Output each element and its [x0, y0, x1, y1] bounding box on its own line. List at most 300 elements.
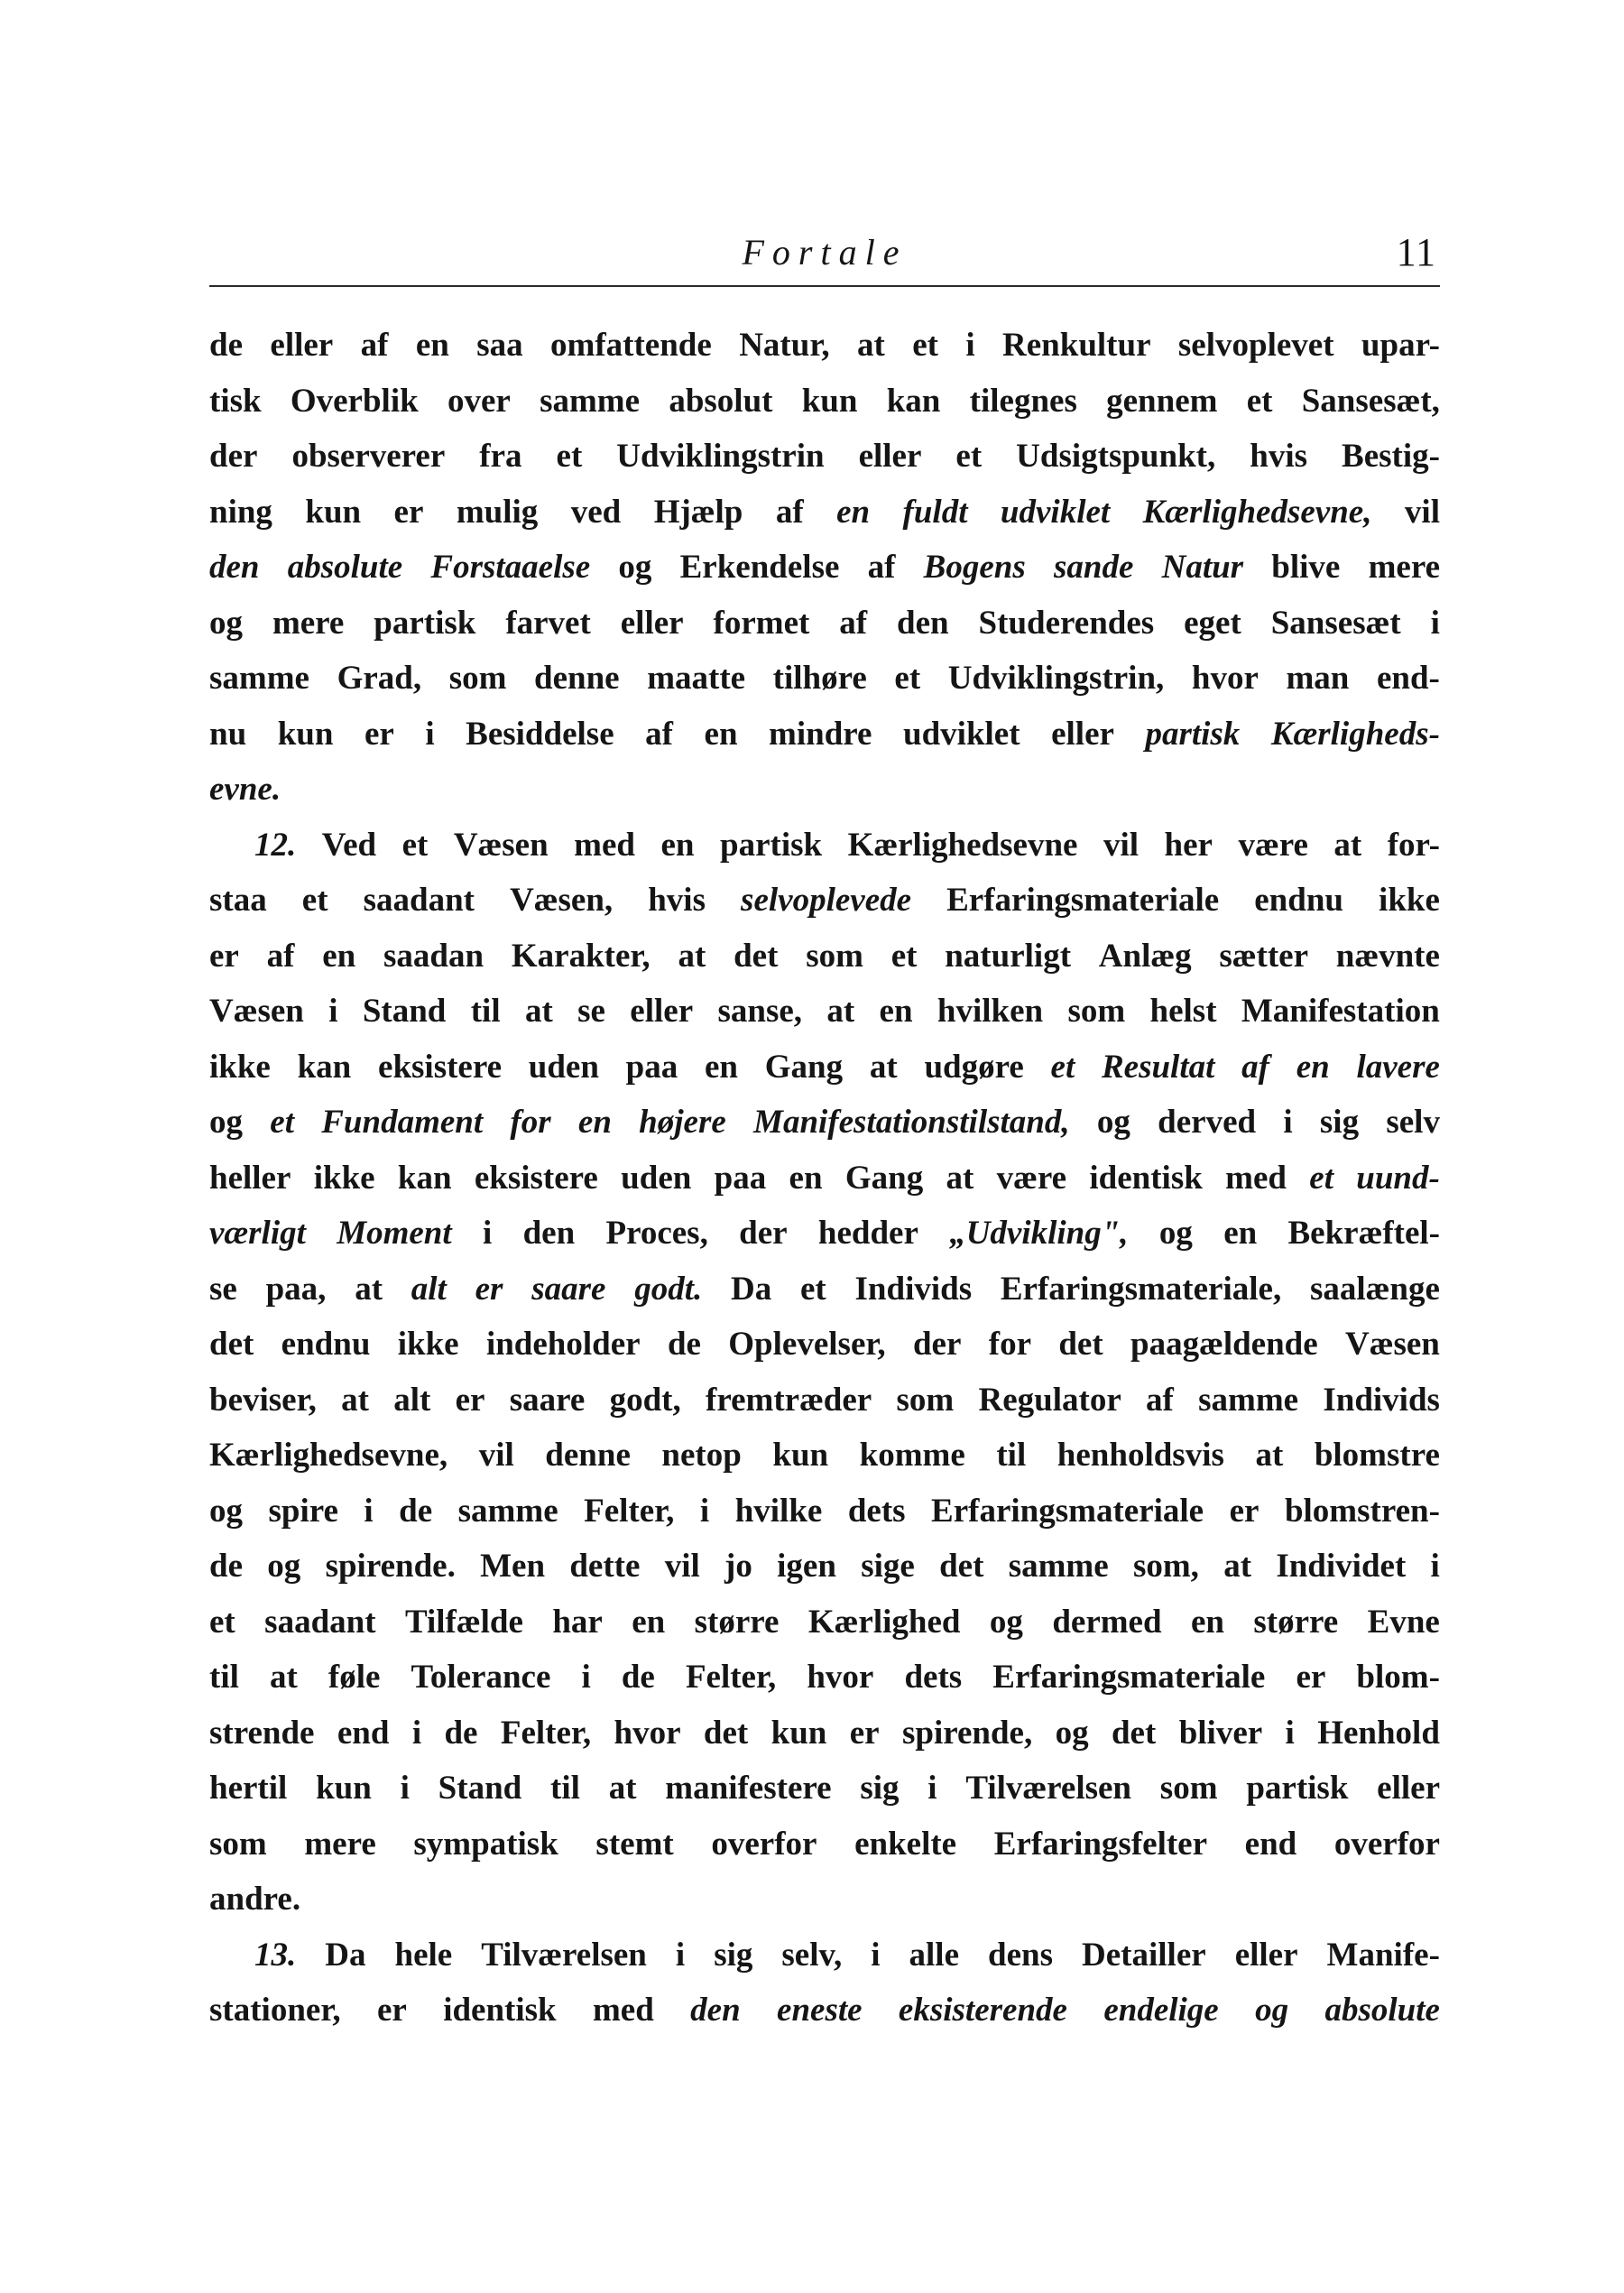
word: alle [909, 1936, 960, 1974]
word: en [660, 826, 695, 864]
word: Manife- [1326, 1936, 1440, 1974]
word: udgøre [924, 1048, 1024, 1086]
word: kun [770, 1714, 827, 1752]
word: sig [714, 1936, 753, 1974]
word: Erfaringsmateriale [931, 1492, 1204, 1530]
italic-word: Resultat [1101, 1048, 1215, 1086]
word: eller [1051, 715, 1114, 753]
word: samme [540, 382, 641, 420]
word: sanse, [717, 993, 803, 1030]
word: i [1283, 1104, 1293, 1141]
word: farvet [505, 604, 591, 642]
word: kun [316, 1770, 372, 1807]
word: er [393, 493, 424, 531]
word: et [401, 826, 429, 864]
word: i [482, 1215, 493, 1252]
text-line [209, 651, 1440, 707]
text-line [209, 762, 1440, 818]
text-line [209, 1428, 1440, 1484]
word: derved [1158, 1104, 1257, 1141]
word: til [996, 1437, 1027, 1474]
word: end [337, 1714, 390, 1752]
word: endnu [1254, 882, 1343, 919]
italic-word: er [475, 1270, 503, 1308]
word: samme [1008, 1548, 1109, 1585]
word: spirende, [901, 1714, 1033, 1752]
word: Natur, [739, 327, 830, 364]
word: dens [988, 1936, 1054, 1974]
word: Individet [1276, 1548, 1407, 1585]
text-line [209, 1262, 1440, 1318]
italic-word: fuldt [902, 493, 968, 531]
word: Felter, [685, 1659, 777, 1696]
italic-word: af [1241, 1048, 1269, 1086]
word: det [734, 937, 779, 975]
word: et [890, 937, 918, 975]
word: i [400, 1770, 410, 1807]
word: nu [209, 715, 247, 753]
word: Gang [844, 1159, 924, 1197]
word: at [608, 1770, 637, 1807]
word: at [1255, 1437, 1284, 1474]
word: jo [724, 1548, 752, 1585]
word: eller [1377, 1770, 1440, 1807]
text-line [209, 596, 1440, 652]
word: enkelte [854, 1825, 957, 1863]
word: observerer [291, 438, 446, 475]
word: Proces, [605, 1215, 708, 1252]
word: i [927, 1770, 937, 1807]
word: Udsigtspunkt, [1016, 438, 1216, 475]
word: paa, [265, 1270, 327, 1308]
word: se [577, 993, 605, 1030]
word: andre. [209, 1881, 301, 1918]
word: over [447, 382, 511, 420]
word: Besiddelse [466, 715, 614, 753]
word: er [455, 1381, 485, 1419]
word: og [1158, 1215, 1193, 1252]
word: ning [209, 493, 272, 531]
word: det [939, 1548, 984, 1585]
word: upar- [1361, 327, 1440, 364]
word: partisk [1246, 1770, 1349, 1807]
word: Hjælp [653, 493, 743, 531]
word: eller [858, 438, 922, 475]
word: som [896, 1381, 955, 1419]
italic-word: absolute [1324, 1992, 1440, 2029]
word: og [618, 549, 652, 586]
italic-word: den [209, 549, 260, 586]
word: en [415, 327, 449, 364]
text-line [209, 318, 1440, 374]
word: af [775, 493, 804, 531]
word: hvis [648, 882, 706, 919]
word: hvilke [734, 1492, 823, 1530]
text-line [209, 929, 1440, 985]
word: de [209, 1548, 243, 1585]
word: er [849, 1714, 880, 1752]
italic-word: Forstaaelse [430, 549, 591, 586]
text-line [209, 485, 1440, 541]
word: et [894, 660, 921, 697]
body-text [209, 318, 1440, 2039]
word: det [209, 1326, 254, 1363]
word: ikke [209, 1048, 271, 1086]
word: de [621, 1659, 655, 1696]
word: godt, [609, 1381, 681, 1419]
word: af [360, 327, 389, 364]
word: saa [476, 327, 523, 364]
text-line [209, 1539, 1440, 1595]
word: at [946, 1159, 974, 1197]
italic-word: en [577, 1104, 612, 1141]
word: føle [328, 1659, 381, 1696]
text-line [209, 429, 1440, 485]
word: større [1253, 1603, 1339, 1641]
text-line [209, 1872, 1440, 1928]
text-line [209, 1595, 1440, 1650]
word: den [522, 1215, 576, 1252]
text-line [209, 1151, 1440, 1207]
word: indeholder [485, 1326, 641, 1363]
word: et [912, 327, 938, 364]
word: Oplevelser, [728, 1326, 886, 1363]
word: til [209, 1659, 239, 1696]
word: er [1296, 1659, 1326, 1696]
word: omfattende [550, 327, 712, 364]
word: spirende. [325, 1548, 456, 1585]
word: kan [886, 382, 941, 420]
word: i [328, 993, 338, 1030]
word: Ved [321, 826, 377, 864]
word: med [1225, 1159, 1287, 1197]
word: af [839, 604, 868, 642]
text-line [209, 540, 1440, 596]
word: som, [1132, 1548, 1199, 1585]
word: og [209, 1492, 243, 1530]
word: de [667, 1326, 701, 1363]
word: sig [860, 1770, 900, 1807]
italic-word: for [510, 1104, 551, 1141]
word: nævnte [1335, 937, 1440, 975]
word: alt [393, 1381, 431, 1419]
word: Felter, [584, 1492, 675, 1530]
word: Stand [438, 1770, 522, 1807]
word: kun [772, 1437, 829, 1474]
italic-word: Manifestationstilstand, [753, 1104, 1070, 1141]
word: hedder [817, 1215, 918, 1252]
word: et [800, 1270, 826, 1308]
word: partisk [720, 826, 823, 864]
word: et [955, 438, 983, 475]
word: dermed [1052, 1603, 1162, 1641]
italic-word: selvoplevede [741, 882, 912, 919]
word: overfor [1333, 1825, 1440, 1863]
word: Væsen [1345, 1326, 1440, 1363]
italic-word: endelige [1103, 1992, 1219, 2029]
italic-word: alt [411, 1270, 447, 1308]
italic-word: Moment [337, 1215, 452, 1252]
word: Udviklingstrin [616, 438, 825, 475]
word: bliver [1178, 1714, 1263, 1752]
word: Erfaringsfelter [993, 1825, 1208, 1863]
word: gennem [1106, 382, 1218, 420]
word: at [341, 1381, 369, 1419]
word: et [209, 1603, 235, 1641]
word: for- [1387, 826, 1440, 864]
word: tisk [209, 382, 262, 420]
word: at [269, 1659, 298, 1696]
word: dets [904, 1659, 963, 1696]
word: Individs [1323, 1381, 1440, 1419]
text-line [209, 1650, 1440, 1706]
italic-word: Kærlighedsevne, [1142, 493, 1372, 531]
italic-word: et [1050, 1048, 1075, 1086]
word: hvilken [937, 993, 1044, 1030]
word: Erfaringsmateriale [946, 882, 1220, 919]
word: mulig [456, 493, 539, 531]
italic-word: et [270, 1104, 294, 1141]
word: og [1096, 1104, 1130, 1141]
word: der [209, 438, 258, 475]
italic-word: Kærligheds- [1270, 715, 1440, 753]
word: ikke [1379, 882, 1440, 919]
word: saadan [383, 937, 484, 975]
word: der [912, 1326, 962, 1363]
word: dets [847, 1492, 906, 1530]
word: kun [801, 382, 858, 420]
word: et [556, 438, 583, 475]
word: sige [861, 1548, 915, 1585]
word: stemt [595, 1825, 674, 1863]
word: mindre [769, 715, 872, 753]
word: Væsen [453, 826, 549, 864]
word: identisk [443, 1992, 557, 2029]
word: ikke [397, 1326, 459, 1363]
word: vil [1103, 826, 1140, 864]
word: det [703, 1714, 749, 1752]
word: at [678, 937, 706, 975]
word: i [1430, 1548, 1440, 1585]
word: denne [545, 1437, 631, 1474]
word: dette [569, 1548, 641, 1585]
word: i [871, 1936, 881, 1974]
word: en [1190, 1603, 1224, 1641]
word: paa [714, 1159, 767, 1197]
word: formet [713, 604, 810, 642]
word: at [869, 1048, 898, 1086]
word: i [411, 1714, 422, 1752]
word: og [209, 604, 243, 642]
word: i [581, 1659, 591, 1696]
word: det [1058, 1326, 1103, 1363]
word: selvoplevet [1177, 327, 1334, 364]
word: saare [509, 1381, 586, 1419]
text-line [209, 1095, 1440, 1151]
italic-word: Bogens [923, 549, 1026, 586]
word: og [209, 1104, 243, 1141]
word: manifestere [665, 1770, 832, 1807]
word: Kærlighedsevne [847, 826, 1078, 864]
word: Gang [764, 1048, 844, 1086]
text-line [209, 818, 1440, 874]
word: Karakter, [511, 937, 651, 975]
word: Felter, [500, 1714, 592, 1752]
word: en [705, 1048, 738, 1086]
word: Væsen [209, 993, 304, 1030]
word: en [322, 937, 356, 975]
word: eller [620, 604, 684, 642]
italic-word: 13. [254, 1936, 297, 1974]
word: være [996, 1159, 1067, 1197]
word: sætter [1219, 937, 1308, 975]
word: Manifestation [1241, 993, 1440, 1030]
word: Tilværelsen [965, 1770, 1132, 1807]
word: i [364, 1492, 374, 1530]
word: til [470, 993, 501, 1030]
word: Erfaringsmateriale [992, 1659, 1266, 1696]
word: Evne [1367, 1603, 1440, 1641]
text-line [209, 1817, 1440, 1872]
text-line [209, 1484, 1440, 1539]
header-rule [209, 285, 1440, 287]
word: paagældende [1130, 1326, 1318, 1363]
italic-word: eksisterende [898, 1992, 1067, 2029]
word: staa [209, 882, 267, 919]
word: mere [1368, 549, 1440, 586]
word: blomstre [1314, 1437, 1440, 1474]
word: tilegnes [969, 382, 1077, 420]
word: at [826, 993, 855, 1030]
text-line [209, 1040, 1440, 1096]
word: som [1159, 1770, 1218, 1807]
word: Overblik [290, 382, 419, 420]
word: end [1244, 1825, 1297, 1863]
word: en [789, 1159, 823, 1197]
word: kun [277, 715, 334, 753]
italic-word: sande [1053, 549, 1134, 586]
word: strende [209, 1714, 315, 1752]
word: Sansesæt [1270, 604, 1401, 642]
word: eksistere [474, 1159, 598, 1197]
word: Væsen, [510, 882, 614, 919]
page-number: 11 [1396, 230, 1436, 274]
word: at [524, 993, 553, 1030]
word: til [550, 1770, 580, 1807]
word: samme [1198, 1381, 1299, 1419]
italic-word: „Udvikling", [949, 1215, 1129, 1252]
italic-word: evne. [209, 771, 281, 808]
word: Men [480, 1548, 546, 1585]
word: beviser, [209, 1381, 317, 1419]
text-line [209, 374, 1440, 430]
word: som [209, 1825, 267, 1863]
word: af [867, 549, 896, 586]
word: en [1223, 1215, 1258, 1252]
text-line [209, 1928, 1440, 1983]
word: henholdsvis [1057, 1437, 1224, 1474]
italic-word: og [1255, 1992, 1289, 2029]
word: større [694, 1603, 780, 1641]
word: i [1285, 1714, 1295, 1752]
text-line [209, 1706, 1440, 1761]
word: en [632, 1603, 666, 1641]
word: at [857, 327, 885, 364]
word: som [448, 660, 507, 697]
word: saalænge [1309, 1270, 1440, 1308]
italic-word: udviklet [1000, 493, 1111, 531]
word: det [1111, 1714, 1157, 1752]
word: af [266, 937, 295, 975]
word: at [355, 1270, 383, 1308]
italic-word: godt. [634, 1270, 703, 1308]
italic-word: Natur [1161, 549, 1244, 586]
word: Tilfælde [404, 1603, 523, 1641]
text-line [209, 707, 1440, 763]
word: og [267, 1548, 301, 1585]
word: blive [1271, 549, 1341, 586]
word: end- [1376, 660, 1440, 697]
word: heller [209, 1159, 291, 1197]
word: ikke [313, 1159, 375, 1197]
word: igen [777, 1548, 836, 1585]
word: mere [272, 604, 345, 642]
word: Stand [362, 993, 447, 1030]
italic-word: partisk [1145, 715, 1241, 753]
word: uden [528, 1048, 599, 1086]
text-line [209, 1983, 1440, 2039]
word: i [675, 1936, 686, 1974]
word: har [552, 1603, 603, 1641]
italic-word: eneste [777, 1992, 863, 2029]
word: spire [268, 1492, 338, 1530]
word: og [1055, 1714, 1089, 1752]
word: eller [630, 993, 694, 1030]
word: en [704, 715, 738, 753]
word: selv [1386, 1104, 1440, 1141]
word: overfor [711, 1825, 817, 1863]
word: absolut [669, 382, 773, 420]
word: netop [661, 1437, 742, 1474]
italic-word: Fundament [321, 1104, 484, 1141]
word: partisk [374, 604, 476, 642]
word: med [574, 826, 635, 864]
word: mere [304, 1825, 376, 1863]
word: hvor [1191, 660, 1259, 697]
italic-word: en [1296, 1048, 1330, 1086]
word: Kærlighed [807, 1603, 961, 1641]
word: Detailler [1082, 1936, 1206, 1974]
word: Regulator [978, 1381, 1121, 1419]
word: Grad, [337, 660, 422, 697]
word: saadant [264, 1603, 376, 1641]
word: Bestig- [1342, 438, 1440, 475]
word: Tilværelsen [481, 1936, 647, 1974]
word: være [1238, 826, 1308, 864]
word: i [425, 715, 435, 753]
word: at [1333, 826, 1362, 864]
word: hele [394, 1936, 453, 1974]
italic-word: en [836, 493, 871, 531]
text-line [209, 1206, 1440, 1262]
word: er [1229, 1492, 1260, 1530]
word: Sansesæt, [1301, 382, 1440, 420]
word: Bekræftel- [1287, 1215, 1440, 1252]
word: komme [859, 1437, 965, 1474]
word: tilhøre [772, 660, 867, 697]
word: eller [1234, 1936, 1298, 1974]
word: vil [478, 1437, 514, 1474]
